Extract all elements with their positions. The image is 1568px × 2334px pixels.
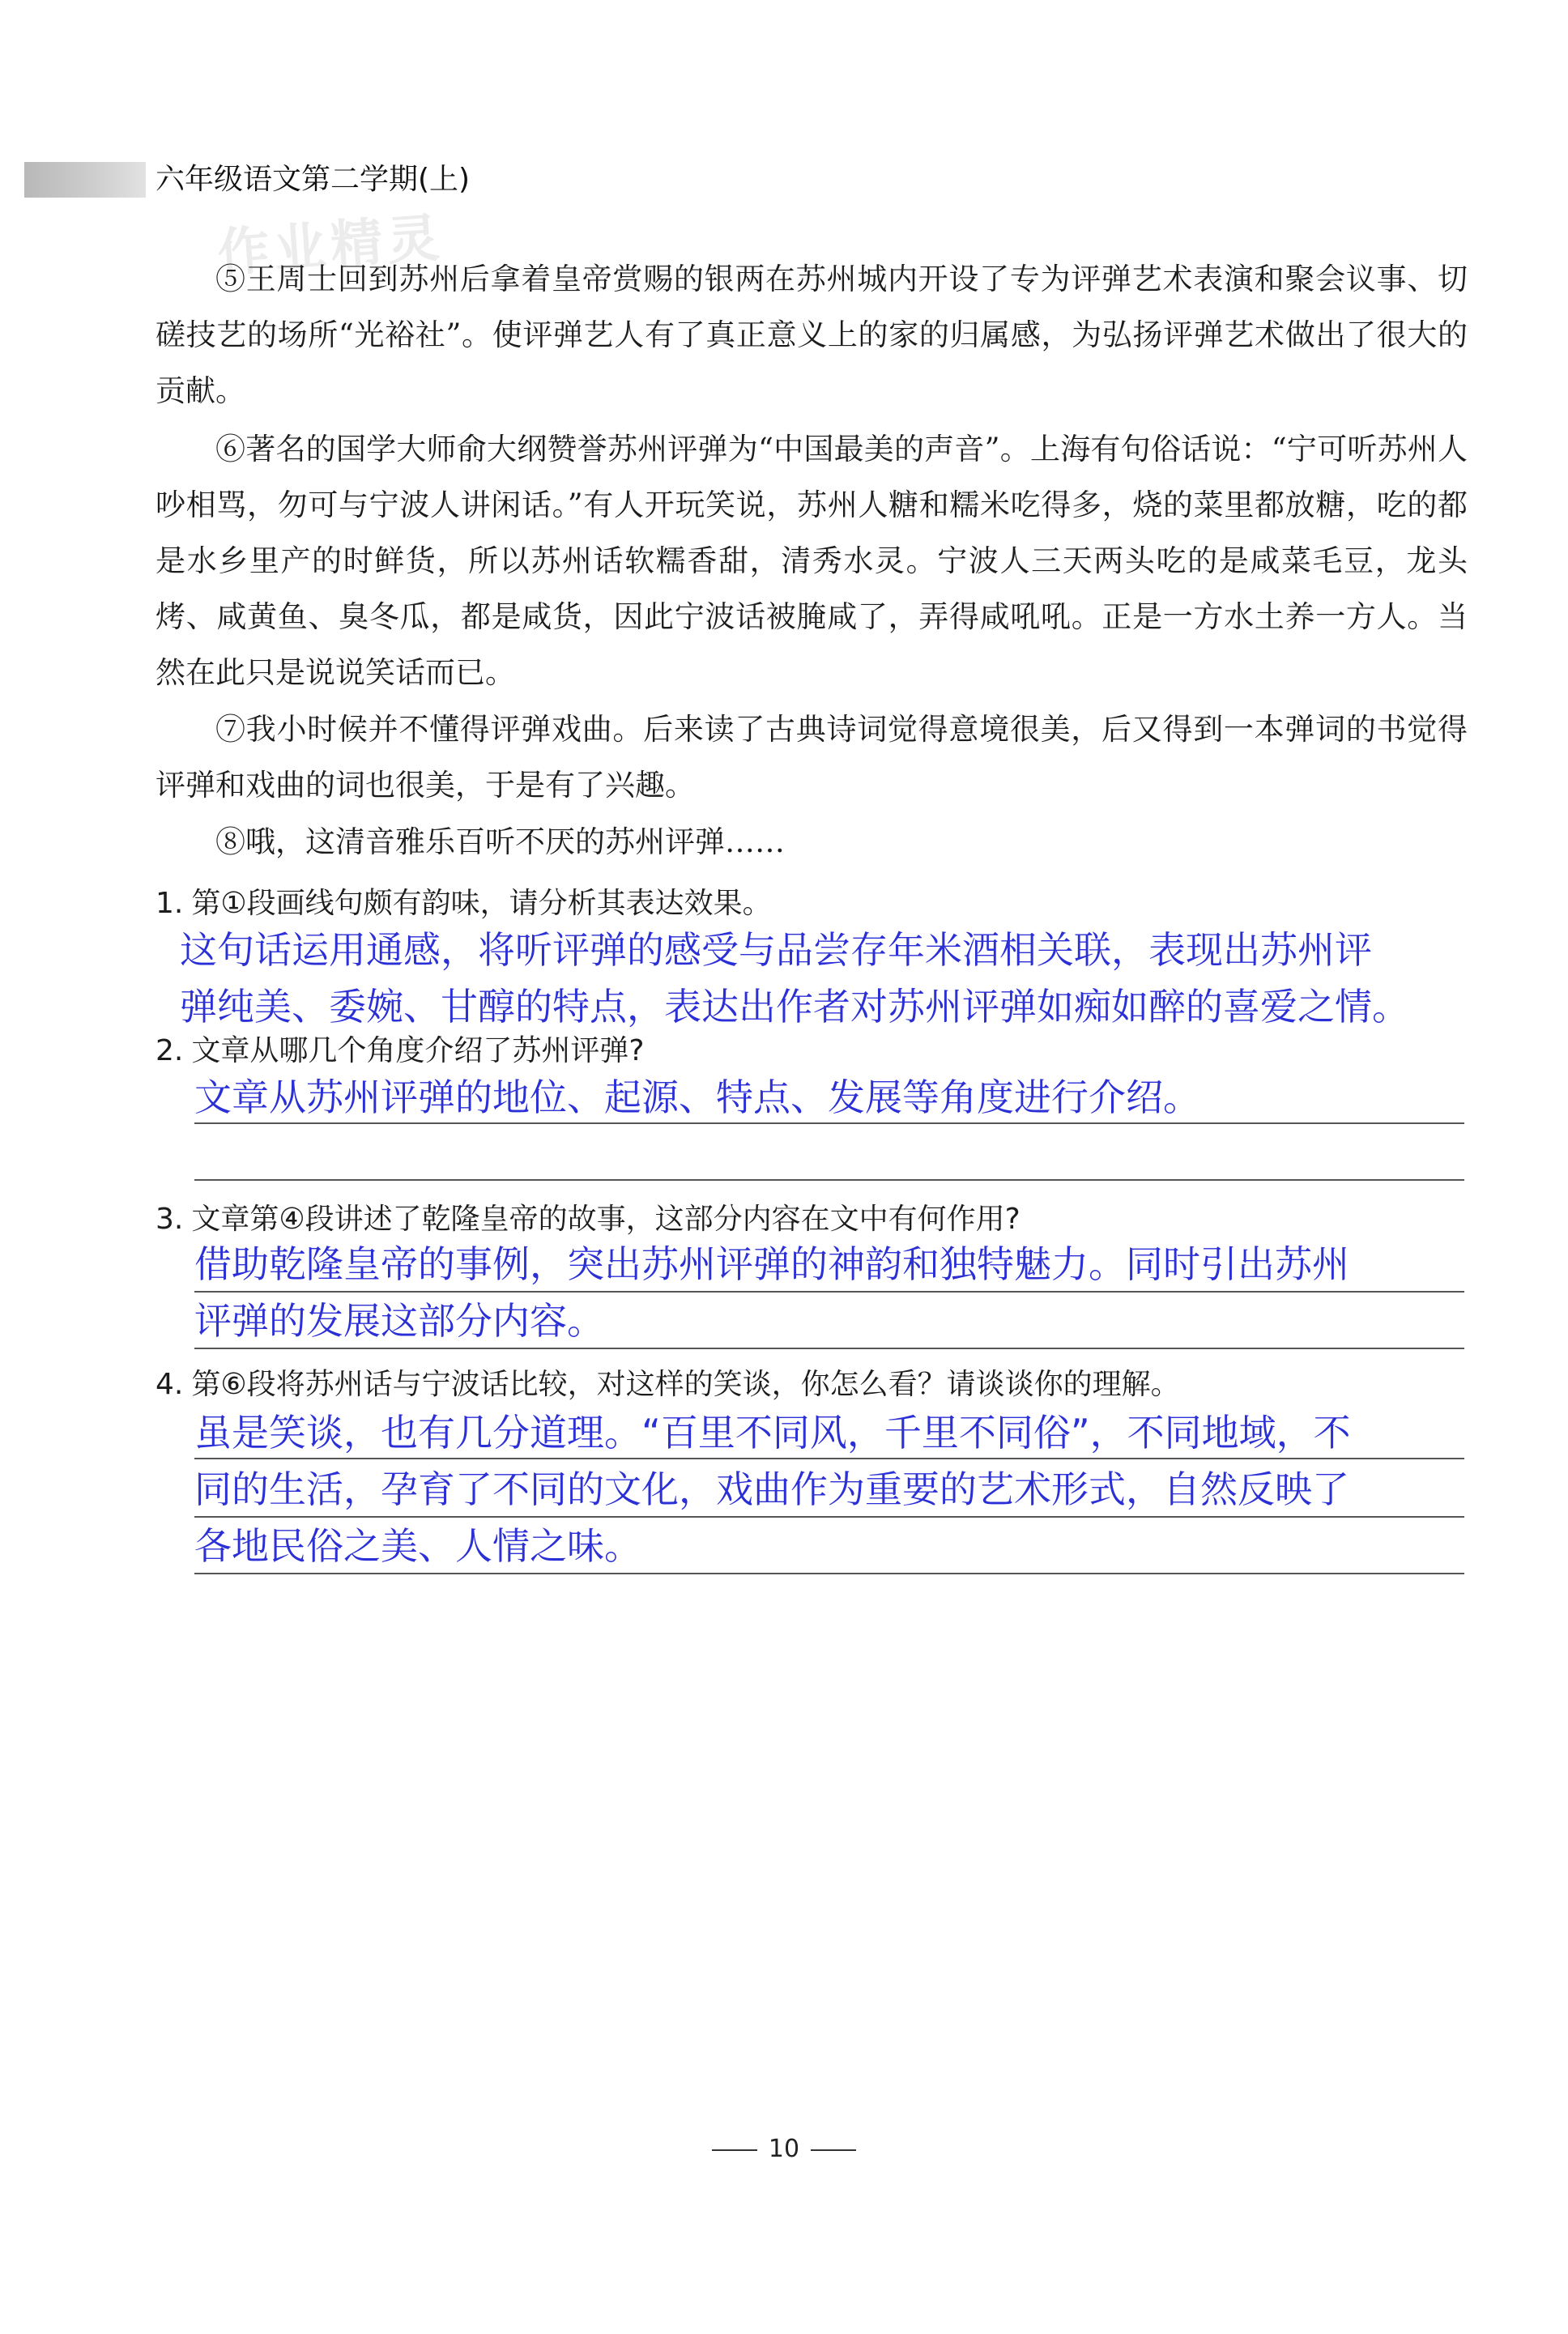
header-gray-bar [24, 162, 146, 198]
page-header-title: 六年级语文第二学期(上) [156, 163, 471, 196]
question-number: 4. [156, 1368, 184, 1401]
passage-paragraph-6: ⑥著名的国学大师俞大纲赞誉苏州评弹为“中国最美的声音”。上海有句俗话说：“宁可听苏州人吵相骂，勿可与宁波人讲闲话。”有人开玩笑说，苏州人糖和糯米吃得多，烧的菜里都放糖，吃的都是水乡里产的时鲜货，所以苏州话软糯香甜，清秀水灵。宁波人三天两头吃的是咸菜毛豆，龙头烤、咸黄鱼、臭冬瓜，都是咸货，因此宁波话被腌咸了，弄得咸吼吼。正是一方水土养一方人。当然在此只是说说笑话而已。 [156, 432, 1468, 690]
answer-rule-line [194, 1179, 1464, 1181]
answer-1-line-2[interactable]: 弹纯美、委婉、甘醇的特点，表达出作者对苏州评弹如痴如醉的喜爱之情。 [180, 985, 1409, 1029]
answer-4-line-2[interactable]: 同的生活，孕育了不同的文化，戏曲作为重要的艺术形式，自然反映了 [194, 1467, 1349, 1511]
answer-rule-line [194, 1573, 1464, 1574]
question-number: 2. [156, 1034, 184, 1067]
passage-paragraph-8: ⑧哦，这清音雅乐百听不厌的苏州评弹…… [215, 824, 785, 859]
answer-4-line-3[interactable]: 各地民俗之美、人情之味。 [194, 1524, 641, 1568]
answer-rule-line [194, 1348, 1464, 1349]
answer-3-line-2[interactable]: 评弹的发展这部分内容。 [194, 1299, 604, 1343]
watermark-logo: 作业精灵 [215, 208, 446, 284]
question-text: 文章第④段讲述了乾隆皇帝的故事，这部分内容在文中有何作用? [191, 1203, 1020, 1236]
question-text: 文章从哪几个角度介绍了苏州评弹? [191, 1034, 645, 1067]
answer-3-line-1[interactable]: 借助乾隆皇帝的事例，突出苏州评弹的神韵和独特魅力。同时引出苏州 [194, 1242, 1349, 1286]
question-number: 1. [156, 887, 184, 920]
dash-right [811, 2149, 856, 2151]
answer-1-line-1[interactable]: 这句话运用通感，将听评弹的感受与品尝存年米酒相关联，表现出苏州评 [180, 928, 1372, 972]
question-3 [156, 1200, 1484, 1239]
answer-rule-line [194, 1458, 1464, 1459]
answer-rule-line [194, 1122, 1464, 1124]
question-2 [156, 1032, 1484, 1071]
question-text: 第⑥段将苏州话与宁波话比较，对这样的笑谈，你怎么看？请谈谈你的理解。 [191, 1368, 1180, 1401]
page-number [0, 2135, 1568, 2163]
answer-4-line-1[interactable]: 虽是笑谈，也有几分道理。“百里不同风，千里不同俗”，不同地域，不 [194, 1411, 1351, 1454]
question-4 [156, 1365, 1484, 1404]
dash-left [712, 2149, 757, 2151]
passage-paragraph-5: ⑤王周士回到苏州后拿着皇帝赏赐的银两在苏州城内开设了专为评弹艺术表演和聚会议事、切磋技艺的场所“光裕社”。使评弹艺人有了真正意义上的家的归属感，为弘扬评弹艺术做出了很大的贡献。 [156, 262, 1468, 408]
passage-paragraph-7: ⑦我小时候并不懂得评弹戏曲。后来读了古典诗词觉得意境很美，后又得到一本弹词的书觉得评弹和戏曲的词也很美，于是有了兴趣。 [156, 712, 1468, 803]
page-number-text: 10 [768, 2135, 800, 2163]
question-number: 3. [156, 1203, 184, 1236]
question-text: 第①段画线句颇有韵味，请分析其表达效果。 [191, 887, 772, 920]
question-1 [156, 884, 1484, 923]
answer-2-line-1[interactable]: 文章从苏州评弹的地位、起源、特点、发展等角度进行介绍。 [194, 1075, 1200, 1119]
